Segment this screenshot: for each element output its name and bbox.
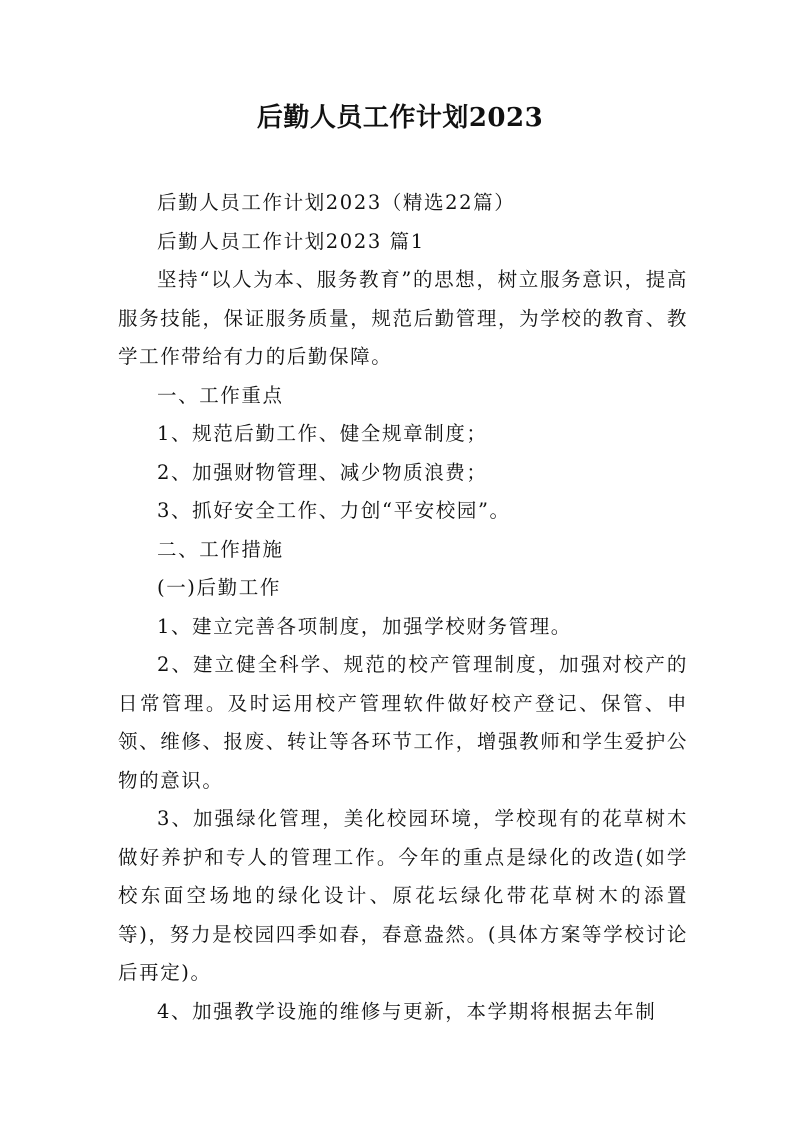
measure-item-3: 3、加强绿化管理，美化校园环境，学校现有的花草树木做好养护和专人的管理工作。今年的重点是绿化的改造(如学校东面空场地的绿化设计、原花坛绿化带花草树木的添置等)，努力是校园四季如春，春意盎然。(具体方案等学校讨论后再定)。 [118, 807, 688, 984]
intro-paragraph: 坚持“以人为本、服务教育”的思想，树立服务意识，提高服务技能，保证服务质量，规范后勤管理，为学校的教育、教学工作带给有力的后勤保障。 [118, 268, 688, 368]
focus-item-3: 3、抓好安全工作、力创“平安校园”。 [157, 499, 511, 522]
focus-item-1: 1、规范后勤工作、健全规章制度； [157, 422, 488, 445]
part-two-heading: 二、工作措施 [157, 537, 284, 561]
document-title: 后勤人员工作计划2023 [256, 103, 544, 133]
subsection-heading: (一)后勤工作 [157, 576, 281, 599]
measure-item-1: 1、建立完善各项制度，加强学校财务管理。 [157, 614, 572, 638]
measure-item-4: 4、加强教学设施的维修与更新，本学期将根据去年制 [157, 999, 657, 1023]
part-one-heading: 一、工作重点 [157, 383, 284, 407]
document-subtitle: 后勤人员工作计划2023（精选22篇） [157, 191, 516, 214]
measure-item-2: 2、建立健全科学、规范的校产管理制度，加强对校产的日常管理。及时运用校产管理软件做好校产登记、保管、申领、维修、报废、转让等各环节工作，增强教师和学生爱护公物的意识。 [118, 653, 688, 792]
focus-item-2: 2、加强财物管理、减少物质浪费； [157, 460, 488, 484]
document-body [118, 184, 688, 1031]
section-heading: 后勤人员工作计划2023 篇1 [157, 229, 425, 253]
